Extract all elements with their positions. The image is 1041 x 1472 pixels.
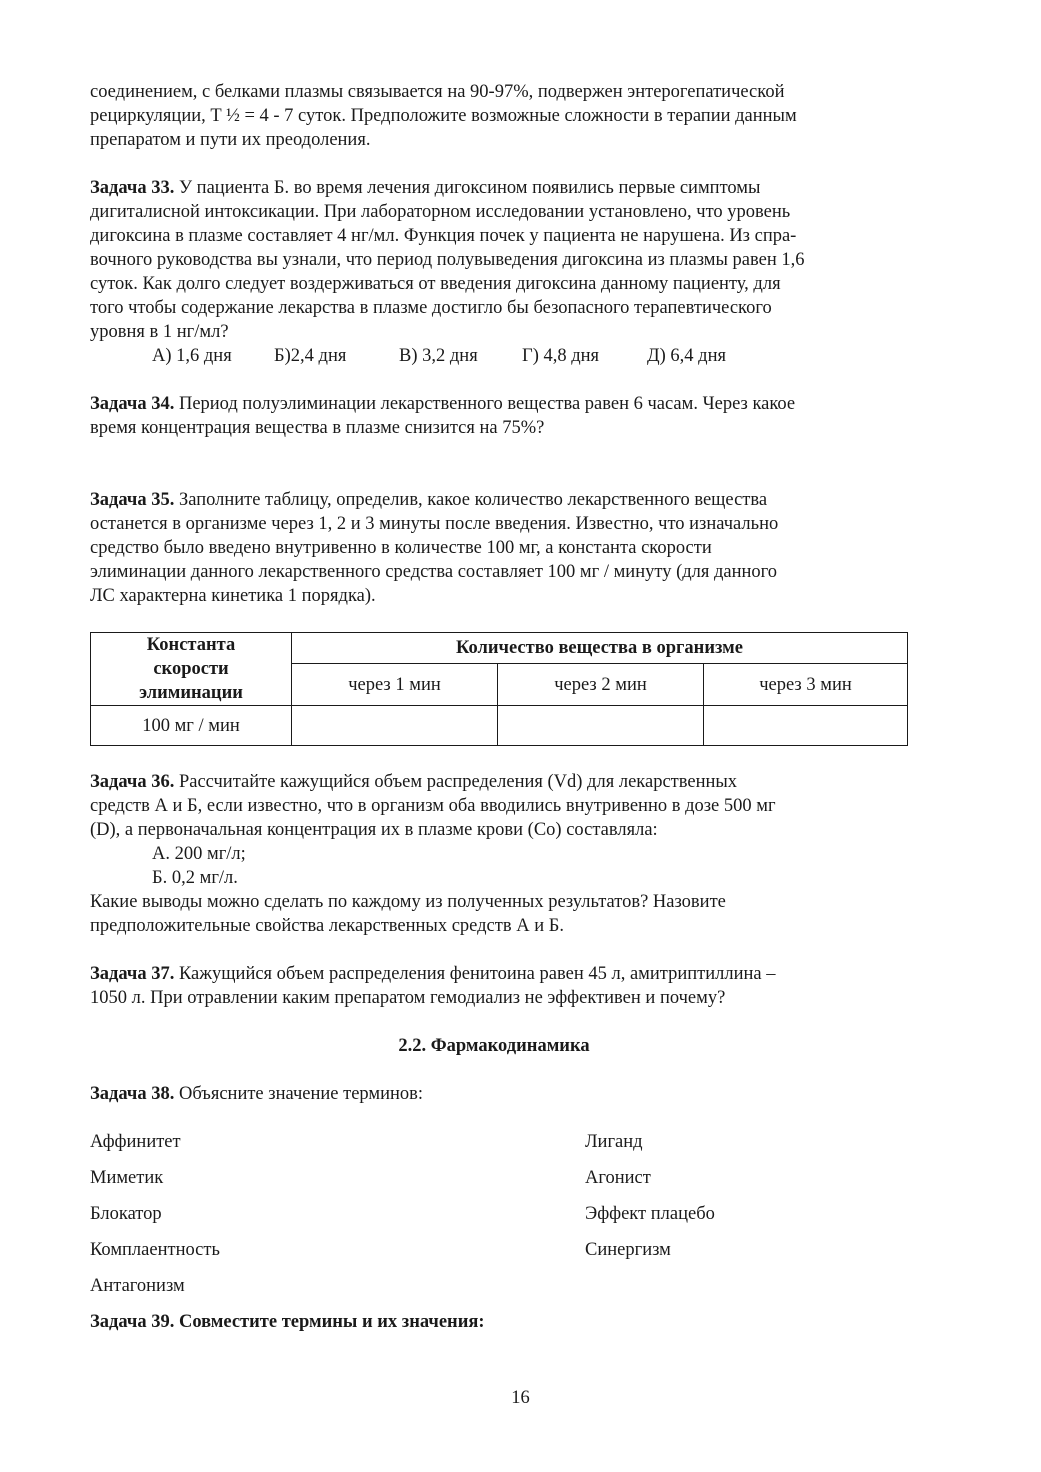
answer-option: Г) 4,8 дня bbox=[522, 346, 600, 366]
text-line: дигиталисной интоксикации. При лабораторном исследовании установлено, что уровень bbox=[90, 202, 791, 222]
text-line: ЛС характерна кинетика 1 порядка). bbox=[90, 586, 376, 606]
task-38 bbox=[90, 1082, 898, 1298]
term-item: Агонист bbox=[585, 1168, 651, 1188]
section-heading: 2.2. Фармакодинамика bbox=[398, 1036, 590, 1056]
term-item: Блокатор bbox=[90, 1204, 162, 1224]
term-item: Аффинитет bbox=[90, 1132, 181, 1152]
text-line: предположительные свойства лекарственных средств А и Б. bbox=[90, 916, 564, 936]
table-cell-constant: 100 мг / мин bbox=[91, 706, 292, 746]
term-item: Эффект плацебо bbox=[585, 1204, 715, 1224]
answer-option: Д) 6,4 дня bbox=[647, 346, 726, 366]
task-39 bbox=[90, 1310, 898, 1334]
text-line: (D), а первоначальная концентрация их в плазме крови (Co) составляла: bbox=[90, 820, 658, 840]
term-item: Комплаентность bbox=[90, 1240, 220, 1260]
task-label: Задача 37. bbox=[90, 964, 175, 984]
text-line: суток. Как долго следует воздерживаться от введения дигоксина данному пациенту, для bbox=[90, 274, 781, 294]
term-item: Антагонизм bbox=[90, 1276, 185, 1296]
task-37 bbox=[90, 962, 898, 1010]
text-line: препаратом и пути их преодоления. bbox=[90, 130, 371, 150]
text-line: дигоксина в плазме составляет 4 нг/мл. Функция почек у пациента не нарушена. Из спра- bbox=[90, 226, 797, 246]
text-line: уровня в 1 нг/мл? bbox=[90, 322, 229, 342]
task-35 bbox=[90, 488, 898, 746]
text-line: время концентрация вещества в плазме снизится на 75%? bbox=[90, 418, 545, 438]
task-33 bbox=[90, 176, 898, 368]
text-line: того чтобы содержание лекарства в плазме достигло бы безопасного терапевтического bbox=[90, 298, 772, 318]
text-line: рециркуляции, T ½ = 4 - 7 суток. Предположите возможные сложности в терапии данным bbox=[90, 106, 797, 126]
answer-options bbox=[90, 344, 898, 368]
text-line: 1050 л. При отравлении каким препаратом гемодиализ не эффективен и почему? bbox=[90, 988, 726, 1008]
page-number: 16 bbox=[511, 1388, 530, 1408]
task-label: Задача 38. bbox=[90, 1084, 175, 1104]
text-line: соединением, с белками плазмы связывается на 90-97%, подвержен энтерогепатической bbox=[90, 82, 785, 102]
header-amount-in-body: Количество вещества в организме bbox=[292, 633, 908, 664]
task-label: Задача 35. bbox=[90, 490, 175, 510]
text-line: средство было введено внутривенно в количестве 100 мг, а константа скорости bbox=[90, 538, 712, 558]
task-label: Задача 39. bbox=[90, 1312, 175, 1332]
term-item: Лиганд bbox=[585, 1132, 643, 1152]
header-elimination-constant: Константа скорости элиминации bbox=[91, 633, 292, 706]
text-line: средств А и Б, если известно, что в организм оба вводились внутривенно в дозе 500 мг bbox=[90, 796, 776, 816]
text-line: Период полуэлиминации лекарственного вещества равен 6 часам. Через какое bbox=[178, 394, 796, 414]
text-line: останется в организме через 1, 2 и 3 минуты после введения. Известно, что изначально bbox=[90, 514, 779, 534]
text-line: У пациента Б. во время лечения дигоксином появились первые симптомы bbox=[178, 178, 761, 198]
term-item: Миметик bbox=[90, 1168, 164, 1188]
task-label: Задача 36. bbox=[90, 772, 175, 792]
text-line: вочного руководства вы узнали, что период полувыведения дигоксина из плазмы равен 1,6 bbox=[90, 250, 805, 270]
text-line: Какие выводы можно сделать по каждому из полученных результатов? Назовите bbox=[90, 892, 726, 912]
option-a: А. 200 мг/л; bbox=[152, 844, 246, 864]
table-cell-empty bbox=[704, 706, 908, 746]
header-after-2-min: через 2 мин bbox=[498, 664, 704, 706]
term-item: Синергизм bbox=[585, 1240, 671, 1260]
task-label: Задача 33. bbox=[90, 178, 175, 198]
table-cell-empty bbox=[498, 706, 704, 746]
terms-list bbox=[90, 1130, 898, 1298]
option-b: Б. 0,2 мг/л. bbox=[152, 868, 238, 888]
text-line: Заполните таблицу, определив, какое количество лекарственного вещества bbox=[178, 490, 768, 510]
text-line: элиминации данного лекарственного средства составляет 100 мг / минуту (для данного bbox=[90, 562, 778, 582]
text-line: Рассчитайте кажущийся объем распределения (Vd) для лекарственных bbox=[178, 772, 738, 792]
header-after-1-min: через 1 мин bbox=[292, 664, 498, 706]
task-36 bbox=[90, 770, 898, 938]
elimination-table bbox=[90, 632, 908, 746]
task-34 bbox=[90, 392, 898, 440]
table-cell-empty bbox=[292, 706, 498, 746]
answer-option: А) 1,6 дня bbox=[152, 346, 232, 366]
text-line: Кажущийся объем распределения фенитоина равен 45 л, амитриптиллина – bbox=[178, 964, 776, 984]
header-after-3-min: через 3 мин bbox=[704, 664, 908, 706]
answer-option: Б)2,4 дня bbox=[274, 346, 347, 366]
intro-paragraph bbox=[90, 80, 898, 152]
answer-option: В) 3,2 дня bbox=[399, 346, 478, 366]
text-line: Совместите термины и их значения: bbox=[178, 1312, 485, 1332]
text-line: Объясните значение терминов: bbox=[178, 1084, 424, 1104]
task-label: Задача 34. bbox=[90, 394, 175, 414]
document-page bbox=[90, 80, 898, 1334]
